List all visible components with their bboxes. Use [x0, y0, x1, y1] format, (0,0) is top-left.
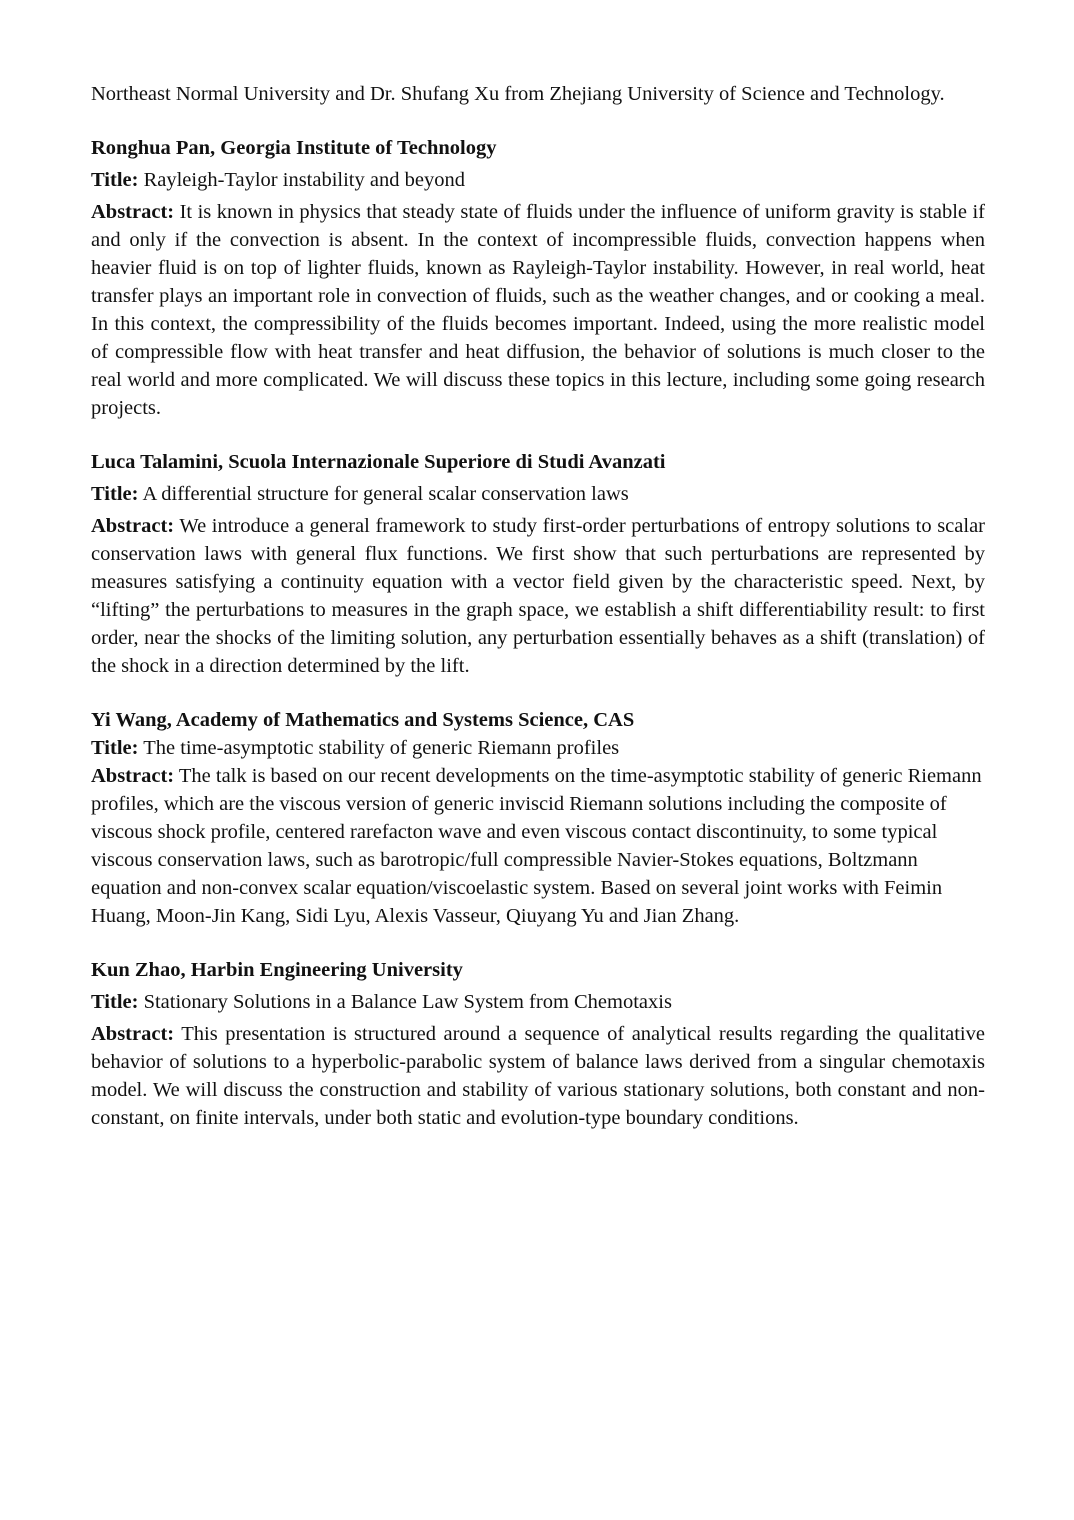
abstract-label: Abstract: [91, 515, 175, 537]
title-label: Title: [91, 737, 139, 759]
talk-title [91, 166, 985, 194]
talk-title-text: Rayleigh-Taylor instability and beyond [143, 169, 465, 191]
talk-title-text: Stationary Solutions in a Balance Law System from Chemotaxis [143, 991, 672, 1013]
talk-ronghua-pan [91, 134, 985, 422]
talk-luca-talamini [91, 448, 985, 680]
speaker-heading: Kun Zhao, Harbin Engineering University [91, 959, 463, 981]
speaker-heading: Yi Wang, Academy of Mathematics and Systems Science, CAS [91, 709, 635, 731]
intro-paragraph: Northeast Normal University and Dr. Shufang Xu from Zhejiang University of Science and Technology. [91, 83, 945, 105]
title-label: Title: [91, 991, 139, 1013]
talk-kun-zhao [91, 956, 985, 1132]
talk-title-text: A differential structure for general scalar conservation laws [142, 483, 629, 505]
talk-abstract [91, 1020, 985, 1132]
speaker-heading: Luca Talamini, Scuola Internazionale Superiore di Studi Avanzati [91, 451, 666, 473]
talk-abstract-text: This presentation is structured around a sequence of analytical results regarding the qualitative behavior of solutions to a hyperbolic-parabolic system of balance laws derived from a singular chemotaxis model. We will discuss the construction and stability of various stationary solutions, both constant and non-constant, on finite intervals, under both static and evolution-type boundary conditions. [91, 1023, 985, 1129]
abstract-label: Abstract: [91, 201, 175, 223]
abstract-label: Abstract: [91, 765, 175, 787]
talk-title [91, 480, 985, 508]
talk-abstract-text: The talk is based on our recent developments on the time-asymptotic stability of generic Riemann profiles, which are the viscous version of generic inviscid Riemann solutions including the composite of viscous shock profile, centered rarefacton wave and even viscous contact discontinuity, to some typical viscous conservation laws, such as barotropic/full compressible Navier-Stokes equations, Boltzmann equation and non-convex scalar equation/viscoelastic system. Based on several joint works with Feimin Huang, Moon-Jin Kang, Sidi Lyu, Alexis Vasseur, Qiuyang Yu and Jian Zhang. [91, 765, 982, 927]
title-label: Title: [91, 169, 139, 191]
document-page [91, 80, 985, 1158]
talk-abstract-text: We introduce a general framework to study first-order perturbations of entropy solutions to scalar conservation laws with general flux functions. We first show that such perturbations are represented by measures satisfying a continuity equation with a vector field given by the characteristic speed. Next, by “lifting” the perturbations to measures in the graph space, we establish a shift differentiability result: to first order, near the shocks of the limiting solution, any perturbation essentially behaves as a shift (translation) of the shock in a direction determined by the lift. [91, 515, 985, 677]
abstract-label: Abstract: [91, 1023, 175, 1045]
talk-abstract [91, 512, 985, 680]
talk-abstract [91, 762, 985, 930]
talk-yi-wang [91, 706, 985, 930]
talk-title-text: The time-asymptotic stability of generic Riemann profiles [143, 737, 620, 759]
talk-abstract-text: It is known in physics that steady state of fluids under the influence of uniform gravity is stable if and only if the convection is absent. In the context of incompressible fluids, convection happens when heavier fluid is on top of lighter fluids, known as Rayleigh-Taylor instability. However, in real world, heat transfer plays an important role in convection of fluids, such as the weather changes, and or cooking a meal. In this context, the compressibility of the fluids becomes important. Indeed, using the more realistic model of compressible flow with heat transfer and heat diffusion, the behavior of solutions is much closer to the real world and more complicated. We will discuss these topics in this lecture, including some going research projects. [91, 201, 985, 419]
title-label: Title: [91, 483, 139, 505]
talk-title [91, 988, 985, 1016]
speaker-heading: Ronghua Pan, Georgia Institute of Technology [91, 137, 497, 159]
talk-abstract [91, 198, 985, 422]
talk-title [91, 734, 985, 762]
